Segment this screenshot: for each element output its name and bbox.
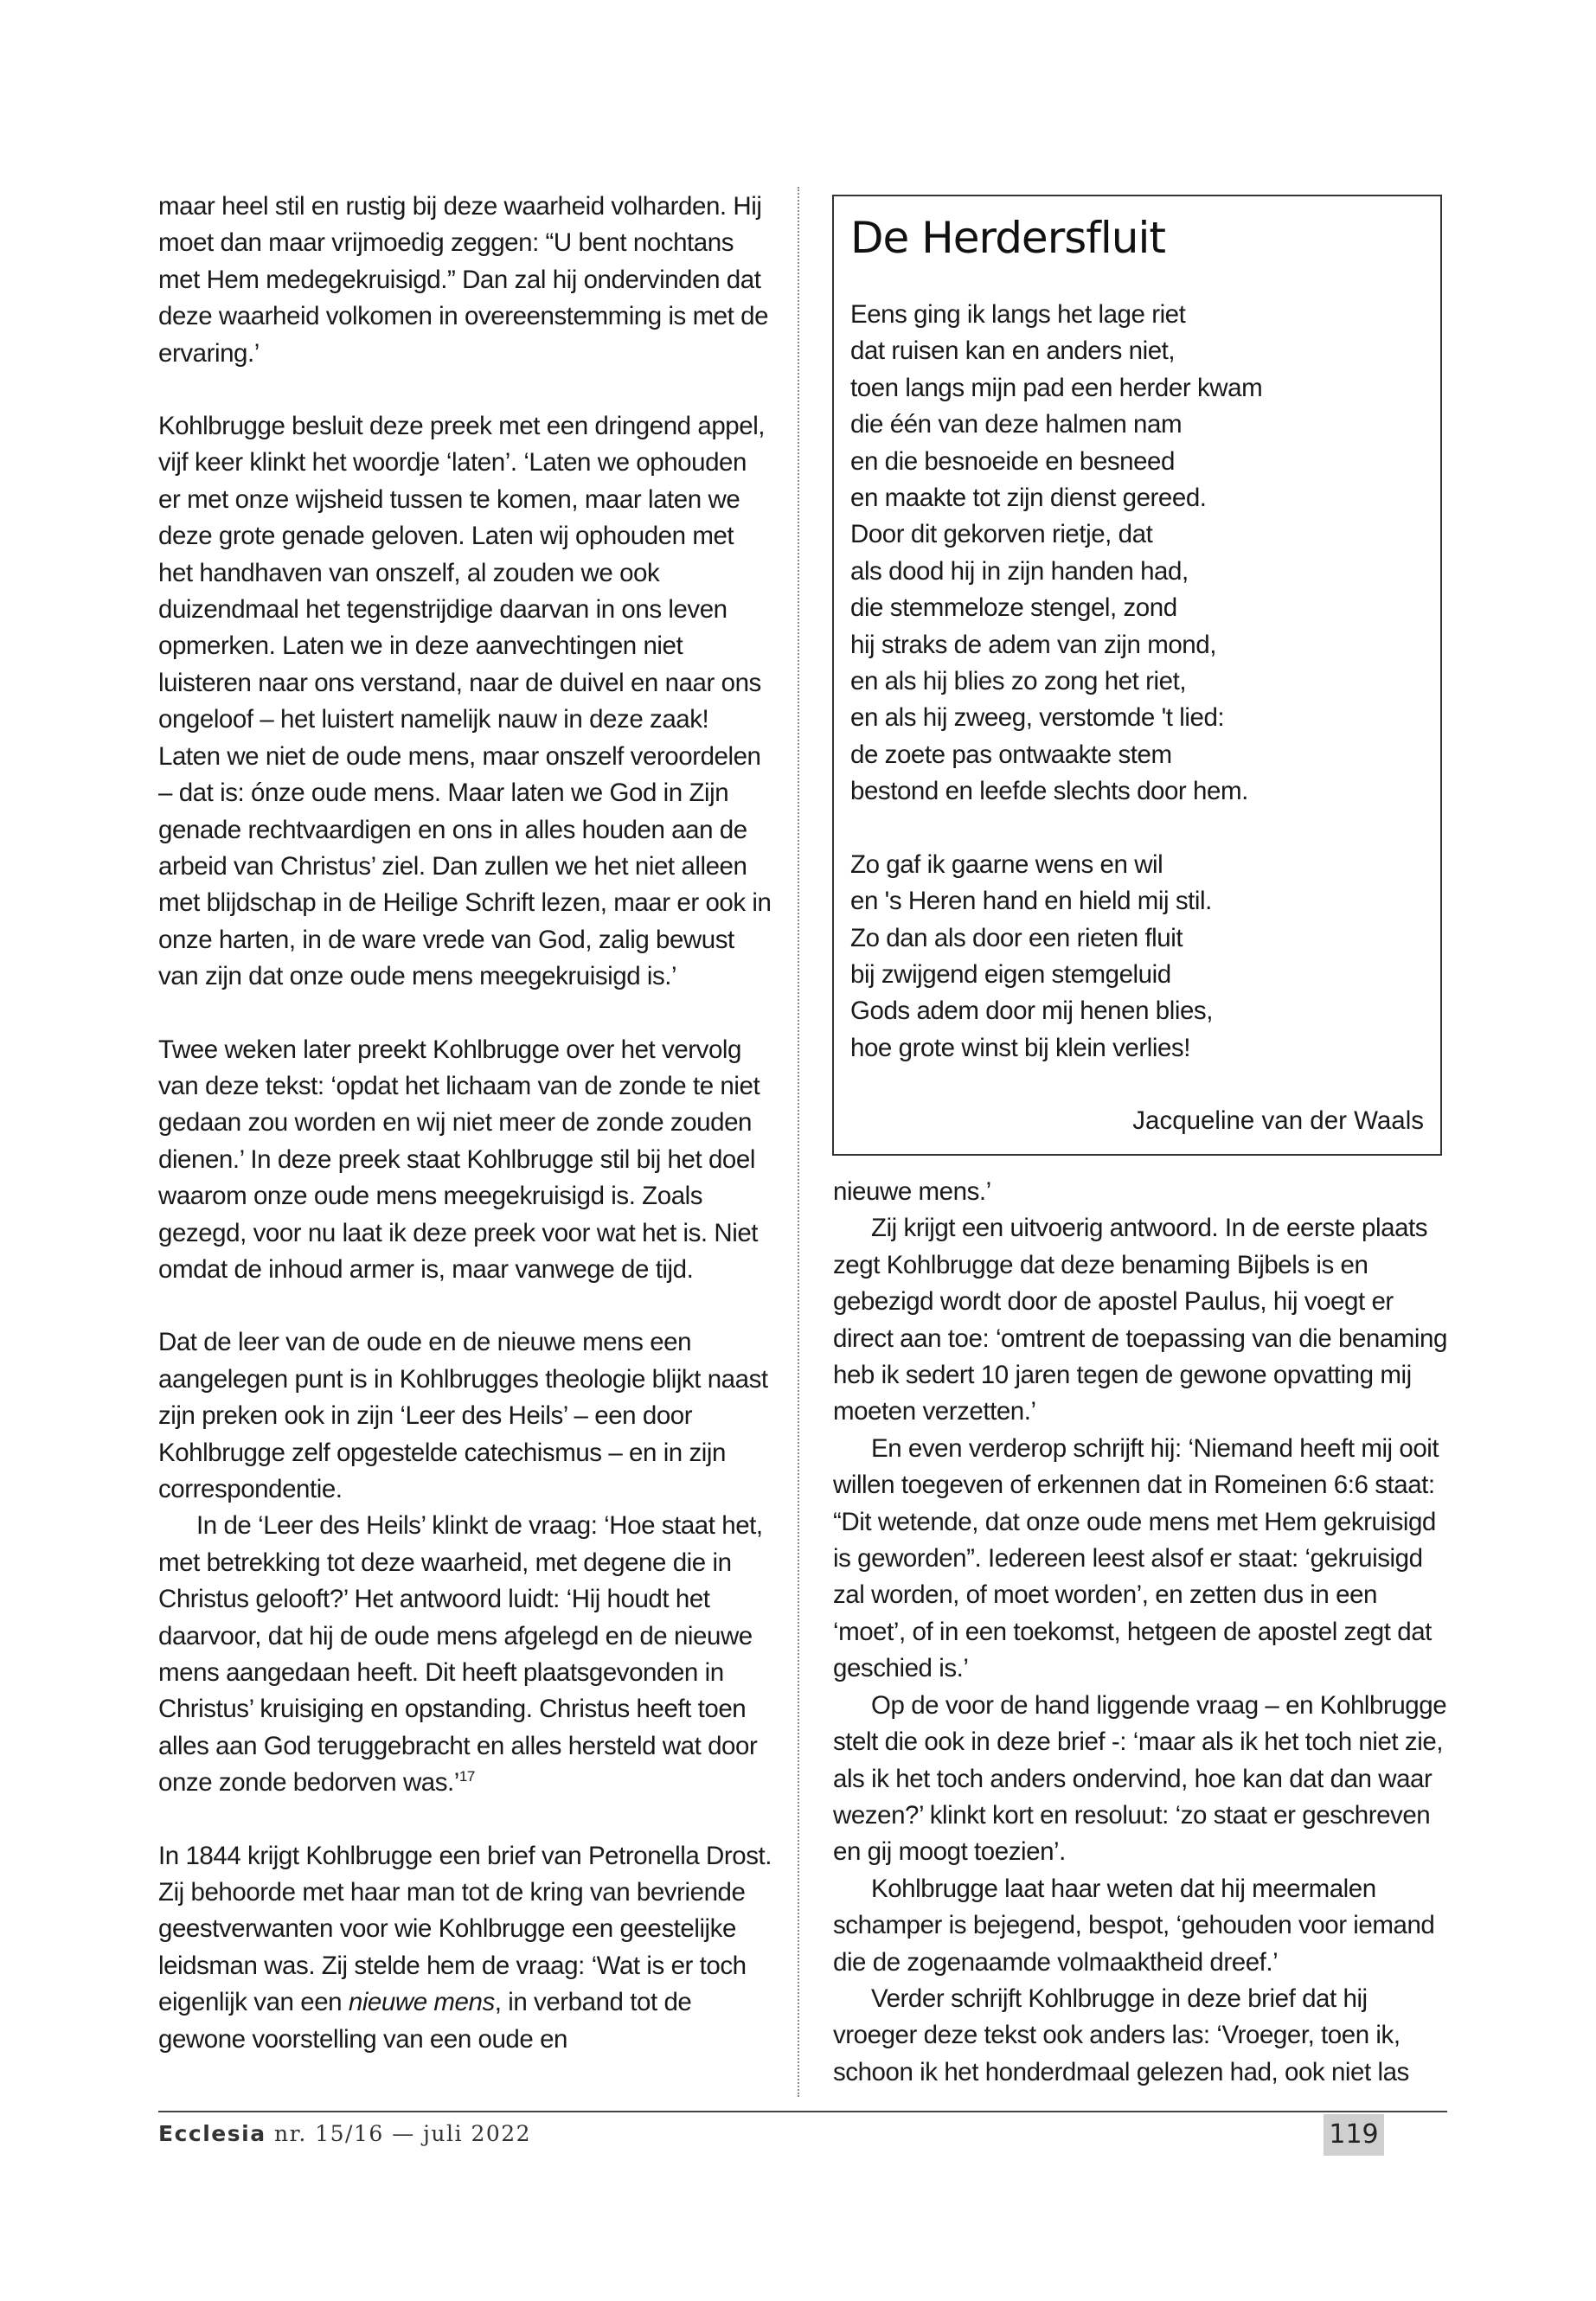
- paragraph: Op de voor de hand liggende vraag – en Kohlbrugge stelt die ook in deze brief -: ‘maar als ik het toch niet zie, als ik het toch anders ondervind, hoe kan dat dan waar wezen?’ klinkt kort en resoluut: ‘zo staat er geschreven en gij moogt toezien’.: [833, 1690, 1447, 1867]
- poem-line: en die besnoeide en besneed: [850, 446, 1175, 476]
- poem-line: Door dit gekorven rietje, dat: [850, 520, 1153, 549]
- paragraph: maar heel stil en rustig bij deze waarheid volharden. Hij moet dan maar vrijmoedig zeggen: “U bent nochtans met Hem medegekruisigd.” Dan zal hij ondervinden dat deze waarheid volkomen in overeenstemming is met de ervaring.’: [158, 192, 769, 368]
- poem-author: Jacqueline van der Waals: [1132, 1106, 1424, 1136]
- footer-rule: [158, 2111, 1447, 2112]
- paragraph: Zij krijgt een uitvoerig antwoord. In de eerste plaats zegt Kohlbrugge dat deze benaming Bijbels is en gebezigd wordt door de apostel Paulus, hij voegt er direct aan toe: ‘omtrent de toepassing van die benaming heb ik sedert 10 jaren tegen de gewone opvatting mij moeten verzetten.’: [833, 1214, 1447, 1426]
- poem-line: bij zwijgend eigen stemgeluid: [850, 959, 1171, 989]
- poem-line: en als hij blies zo zong het riet,: [850, 667, 1187, 696]
- poem-line: toen langs mijn pad een herder kwam: [850, 373, 1263, 402]
- poem-line: Zo dan als door een rieten fluit: [850, 923, 1183, 952]
- poem-line: en maakte tot zijn dienst gereed.: [850, 484, 1207, 513]
- paragraph: [158, 1838, 772, 2058]
- poem-line: als dood hij in zijn handen had,: [850, 556, 1189, 586]
- poem-stanza: [850, 847, 1440, 1067]
- poem-line: en als hij zweeg, verstomde 't lied:: [850, 703, 1225, 733]
- poem-line: hij straks de adem van zijn mond,: [850, 630, 1216, 659]
- paragraph: [158, 1508, 772, 1801]
- page-number: 119: [1324, 2114, 1384, 2156]
- poem-line: de zoete pas ontwaakte stem: [850, 740, 1172, 769]
- column-divider: [798, 187, 799, 2097]
- right-column: [833, 1174, 1447, 2091]
- footnote-ref: 17: [458, 1768, 475, 1785]
- paragraph: nieuwe mens.’: [833, 1177, 991, 1206]
- paragraph: Kohlbrugge besluit deze preek met een dringend appel, vijf keer klinkt het woordje ‘laten’. ‘Laten we ophouden er met onze wijsheid tussen te komen, maar laten we deze grote genade geloven. Laten wij ophouden met het handhaven van onszelf, al zouden we ook duizendmaal het tegenstrijdige daarvan in ons leven opmerken. Laten we in deze aanvechtingen niet luisteren naar ons verstand, naar de duivel en naar ons ongeloof – het luistert namelijk nauw in deze zaak! Laten we niet de oude mens, maar onszelf veroordelen – dat is: ónze oude mens. Maar laten we God in Zijn genade rechtvaardigen en ons in alles houden aan de arbeid van Christus’ ziel. Dan zullen we het niet alleen met blijdschap in de Heilige Schrift lezen, maar er ook in onze harten, in de ware vrede van God, zalig bewust van zijn dat onze oude mens meegekruisigd is.’: [158, 412, 772, 991]
- poem-stanza: [850, 297, 1440, 811]
- footer-publication: [158, 2121, 531, 2146]
- left-column: [158, 189, 772, 2058]
- paragraph: Kohlbrugge laat haar weten dat hij meermalen schamper is bejegend, bespot, ‘gehouden voor iemand die de zogenaamde volmaaktheid dreef.’: [833, 1874, 1435, 1977]
- poem-line: Gods adem door mij henen blies,: [850, 997, 1213, 1026]
- paragraph-text: , in verband tot de gewone voorstelling van een oude en: [158, 1988, 692, 2054]
- paragraph: En even verderop schrijft hij: ‘Niemand heeft mij ooit willen toegeven of erkennen dat in Romeinen 6:6 staat: “Dit wetende, dat onze oude mens met Hem gekruisigd is geworden”. Iedereen leest alsof er staat: ‘gekruisigd zal worden, of moet worden’, en zetten dus in een ‘moet’, of in een toekomst, hetgeen de apostel zegt dat geschied is.’: [833, 1433, 1439, 1683]
- paragraph: Dat de leer van de oude en de nieuwe mens een aangelegen punt is in Kohlbrugges theologie blijkt naast zijn preken ook in zijn ‘Leer des Heils’ – een door Kohlbrugge zelf opgestelde catechismus – en in zijn correspondentie.: [158, 1328, 768, 1503]
- paragraph-text: In de ‘Leer des Heils’ klinkt de vraag: ‘Hoe staat het, met betrekking tot deze waarheid, met degene die in Christus gelooft?’ Het antwoord luidt: ‘Hij houdt het daarvoor, dat hij de oude mens afgelegd en de nieuwe mens aangedaan heeft. Dit heeft plaatsgevonden in Christus’ kruisiging en opstanding. Christus heeft toen alles aan God teruggebracht en alles hersteld wat door onze zonde bedorven was.’: [158, 1511, 763, 1798]
- paragraph: Verder schrijft Kohlbrugge in deze brief dat hij vroeger deze tekst ook anders las: ‘Vroeger, toen ik, schoon ik het honderdmaal gelezen had, ook niet las: [833, 1984, 1409, 2086]
- emphasis: nieuwe mens: [348, 1988, 495, 2017]
- poem-line: en 's Heren hand en hield mij stil.: [850, 887, 1212, 916]
- poem-line: die één van deze halmen nam: [850, 410, 1183, 439]
- poem-line: dat ruisen kan en anders niet,: [850, 336, 1176, 366]
- magazine-name: Ecclesia: [158, 2121, 266, 2146]
- poem-line: bestond en leefde slechts door hem.: [850, 777, 1248, 806]
- poem-box: [832, 195, 1442, 1156]
- poem-line: die stemmeloze stengel, zond: [850, 593, 1177, 623]
- paragraph: Twee weken later preekt Kohlbrugge over het vervolg van deze tekst: ‘opdat het lichaam van de zonde te niet gedaan zou worden en wij niet meer de zonde zouden dienen.’ In deze preek staat Kohlbrugge stil bij het doel waarom onze oude mens meegekruisigd is. Zoals gezegd, voor nu laat ik deze preek voor wat het is. Niet omdat de inhoud armer is, maar vanwege de tijd.: [158, 1035, 760, 1284]
- paragraph-text: In 1844 krijgt Kohlbrugge een brief van Petronella Drost. Zij behoorde met haar man tot de kring van bevriende geestverwanten voor wie Kohlbrugge een geestelijke leidsman was. Zij stelde hem de vraag: ‘Wat is er toch eigenlijk van een: [158, 1841, 772, 2017]
- poem-line: Eens ging ik langs het lage riet: [850, 300, 1186, 329]
- poem-line: hoe grote winst bij klein verlies!: [850, 1033, 1190, 1062]
- poem-line: Zo gaf ik gaarne wens en wil: [850, 849, 1163, 879]
- issue-info: nr. 15/16 — juli 2022: [274, 2121, 532, 2146]
- poem-title: De Herdersfluit: [850, 213, 1165, 263]
